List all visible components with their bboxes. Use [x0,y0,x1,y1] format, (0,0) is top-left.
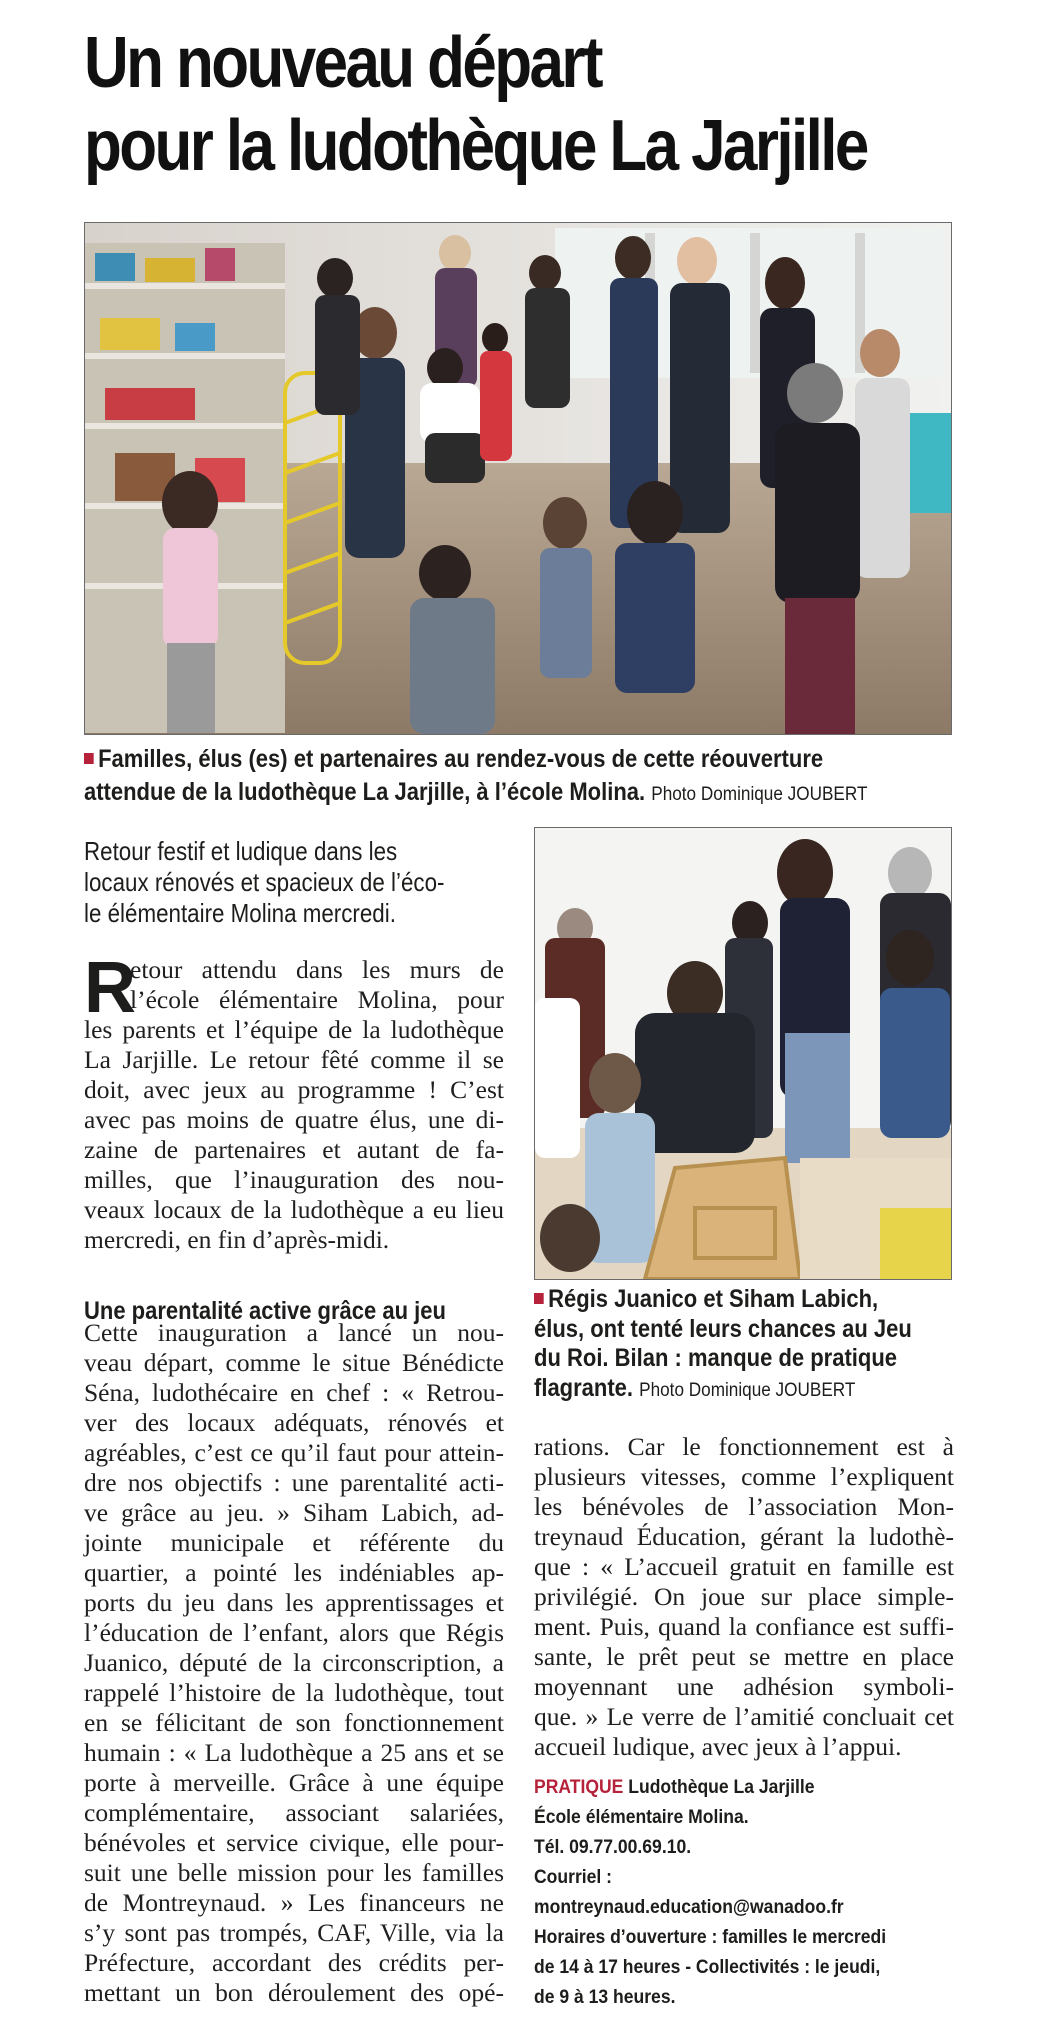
text-line: l’école élémentaire Molina, pour [130,985,504,1014]
text-line: ver des locaux adéquats, rénovés et [84,1408,504,1437]
practical-hours: de 9 à 13 heures. [534,1986,676,2008]
article-lead [84,836,462,929]
text-line: Séna, ludothécaire en chef : « Retrou- [84,1378,504,1407]
caption-text: élus, ont tenté leurs chances au Jeu [534,1314,912,1343]
text-line: treynaud Éducation, gérant la ludothè- [534,1522,954,1551]
text-line: de Montreynaud. » Les financeurs ne [84,1888,504,1917]
caption-text: du Roi. Bilan : manque de pratique [534,1344,898,1372]
text-line: Cette inauguration a lancé un nou- [84,1318,504,1347]
text-line: rations. Car le fonctionnement est à [534,1432,954,1461]
text-line: ve grâce au jeu. » Siham Labich, ad- [84,1498,504,1527]
text-line: humain : « La ludothèque a 25 ans et se [84,1738,504,1767]
text-line: La Jarjille. Le retour fêté comme il se [84,1045,504,1074]
text-line: agréables, c’est ce qu’il faut pour attein- [84,1438,504,1467]
text-line: dre nos objectifs : une parentalité acti- [84,1468,504,1497]
text-line: porte à merveille. Grâce à une équipe [84,1768,504,1797]
main-photo [84,222,952,735]
text-line: privilégié. On joue sur place simple- [534,1582,954,1611]
text-line: etour attendu dans les murs de [130,955,504,984]
practical-venue-name: Ludothèque La Jarjille [628,1776,815,1798]
text-line: veau départ, comme le situe Bénédicte [84,1348,504,1377]
text-line: ment. Puis, quand la confiance est suffi- [534,1612,954,1641]
paragraph-left-column [84,1318,504,2008]
text-line: quartier, a pointé les indéniables ap- [84,1558,504,1587]
text-line: rappelé l’histoire de la ludothèque, tout [84,1678,504,1707]
lead-line: le élémentaire Molina mercredi. [84,898,396,928]
lead-line: locaux rénovés et spacieux de l’éco- [84,867,445,897]
practical-address: École élémentaire Molina. [534,1806,749,1828]
text-line: mettant un bon déroulement des opé- [84,1978,504,2007]
text-line: accueil ludique, avec jeux à l’appui. [534,1732,902,1761]
text-line: ports du jeu dans les apprentissages et [84,1588,504,1617]
practical-hours: Horaires d’ouverture : familles le mercredi [534,1926,887,1948]
practical-info-box [534,1772,984,2012]
text-line: en se félicitant de son fonctionnement [84,1708,504,1737]
text-line: que : « L’accueil gratuit en famille est [534,1552,954,1581]
headline-line: Un nouveau départ [84,23,601,103]
text-line: s’y sont pas trompés, CAF, Ville, via la [84,1918,504,1947]
practical-title-row [534,1772,984,1802]
practical-email-link[interactable]: montreynaud.education@wanadoo.fr [534,1896,844,1918]
text-line: Juanico, député de la circonscription, a [84,1648,504,1677]
paragraph-right-column [534,1432,954,1762]
caption-bullet-icon [534,1293,544,1304]
text-line: suit une belle mission pour les familles [84,1858,504,1887]
caption-text: flagrante. [534,1373,634,1402]
second-photo-caption [534,1285,956,1405]
caption-text: Familles, élus (es) et partenaires au rendez-vous de cette réouverture [98,745,824,773]
lead-line: Retour festif et ludique dans les [84,836,398,866]
caption-bullet-icon [84,753,94,764]
main-photo-illustration [85,223,951,734]
paragraph-intro [84,948,504,1255]
text-line: que. » Le verre de l’amitié concluait cet [534,1702,954,1731]
text-line: bénévoles et service civique, elle pour- [84,1828,504,1857]
text-line: doit, avec jeux au programme ! C’est [84,1075,504,1104]
text-line: les bénévoles de l’association Mon- [534,1492,954,1521]
text-line: zaine de partenaires et autant de fa- [84,1135,504,1164]
main-photo-caption [84,743,951,811]
headline-line: pour la ludothèque La Jarjille [84,106,867,186]
drop-cap: R [84,948,136,1028]
photo-credit: Photo Dominique JOUBERT [651,783,868,805]
text-line: veaux locaux de la ludothèque a eu lieu [84,1195,504,1224]
photo-credit: Photo Dominique JOUBERT [639,1378,856,1401]
text-line: avec pas moins de quatre élus, une di- [84,1105,504,1134]
text-line: mercredi, en fin d’après-midi. [84,1225,390,1254]
second-photo [534,827,952,1280]
practical-label: PRATIQUE [534,1776,624,1798]
text-line: complémentaire, associant salariées, [84,1798,504,1827]
caption-text: Régis Juanico et Siham Labich, [548,1285,879,1313]
practical-email-label: Courriel : [534,1866,613,1888]
text-line: jointe municipale et référente du [84,1528,504,1557]
headline [84,22,867,188]
text-line: sante, le prêt peut se mettre en place [534,1642,954,1671]
text-line: Préfecture, accordant des crédits per- [84,1948,504,1977]
practical-hours: de 14 à 17 heures - Collectivités : le jeudi, [534,1956,881,1978]
practical-phone: Tél. 09.77.00.69.10. [534,1836,692,1858]
section-subheading: Une parentalité active grâce au jeu [84,1296,446,1325]
text-line: milles, que l’inauguration des nou- [84,1165,504,1194]
caption-text: attendue de la ludothèque La Jarjille, à l’école Molina. [84,778,646,806]
text-line: plusieurs vitesses, comme l’expliquent [534,1462,954,1491]
text-line: moyennant une adhésion symboli- [534,1672,954,1701]
second-photo-illustration [535,828,951,1279]
text-line: les parents et l’équipe de la ludothèque [84,1015,504,1044]
text-line: l’éducation de l’enfant, alors que Régis [84,1618,504,1647]
